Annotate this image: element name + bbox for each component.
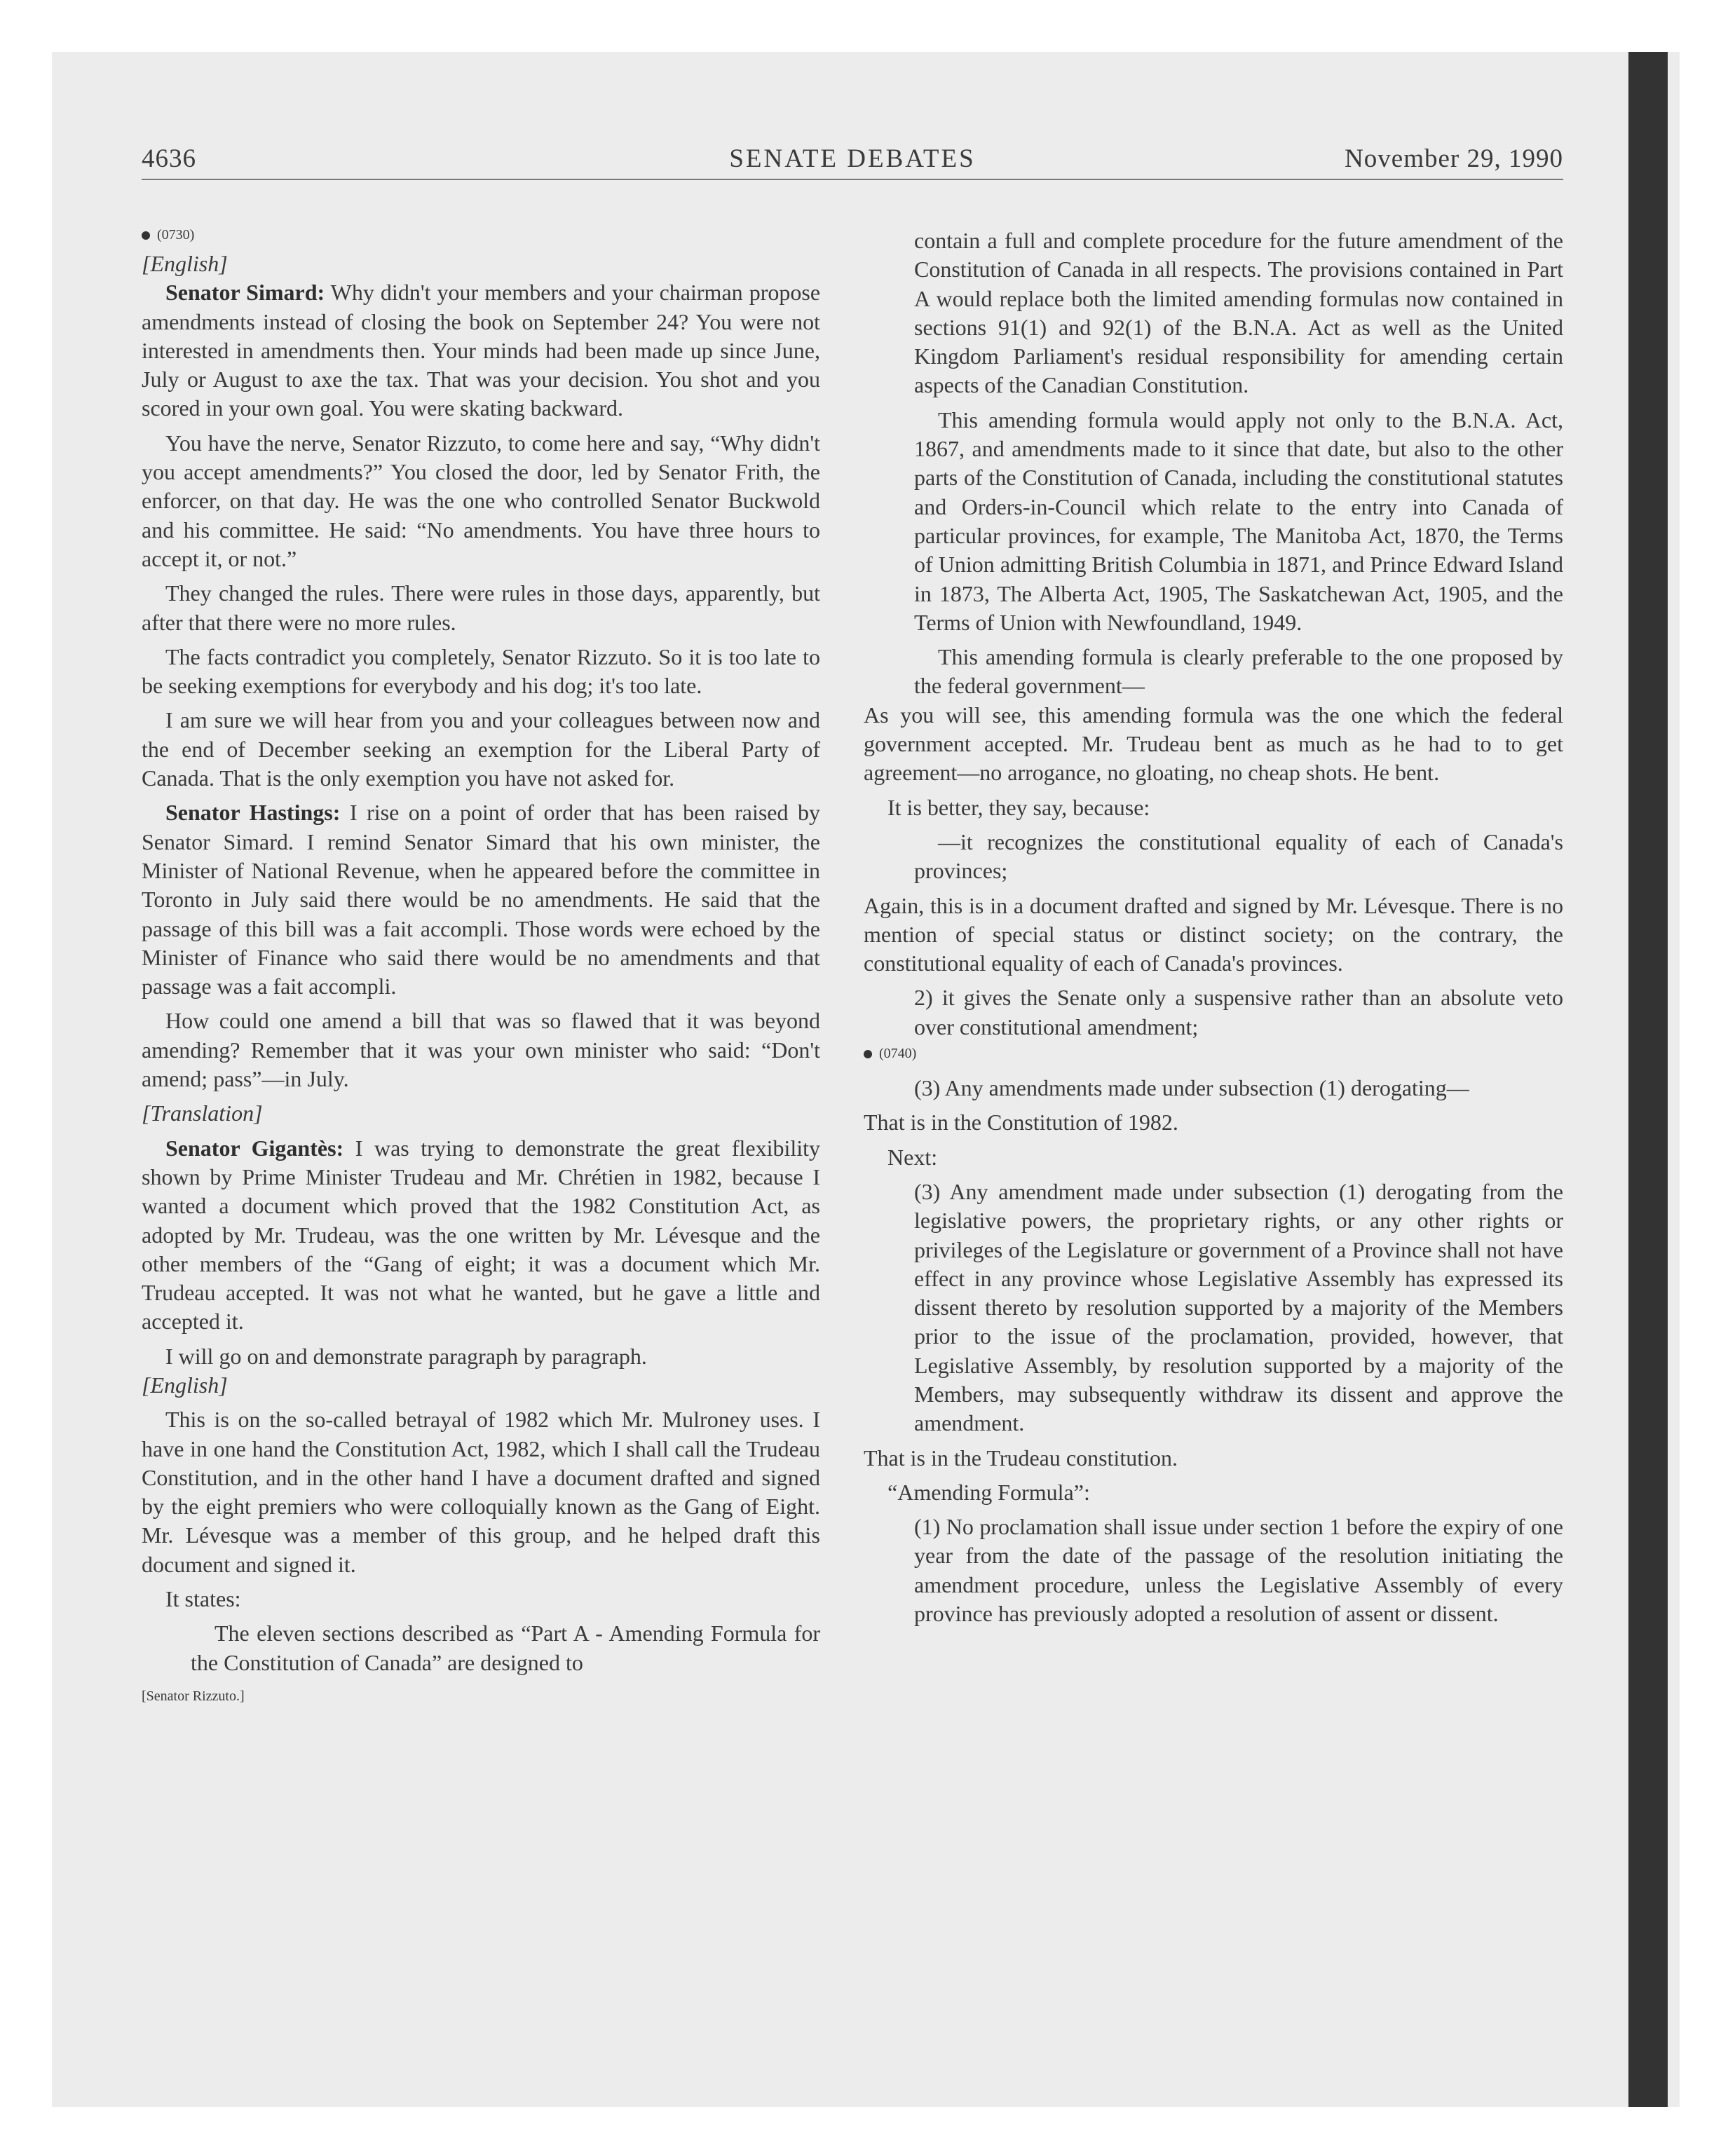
paragraph: Next: <box>887 1144 938 1170</box>
speaker-name: Senator Hastings: <box>165 800 341 826</box>
paragraph: That is in the Constitution of 1982. <box>864 1110 1178 1135</box>
left-column <box>142 223 820 1707</box>
language-marker: [Translation] <box>142 1100 263 1126</box>
bullet-icon <box>142 231 150 240</box>
paragraph: The facts contradict you completely, Senator Rizzuto. So it is too late to be seeking exemptions for everybody and his dog; it's too late. <box>142 643 820 699</box>
footnote: [Senator Rizzuto.] <box>142 1688 245 1704</box>
language-marker: [English] <box>142 1372 228 1398</box>
language-marker: [English] <box>142 251 228 276</box>
block-quote: contain a full and complete procedure for the future amendment of the Constitution of Canada in all respects. The provisions contained in Part A would replace both the limited amending formulas now contained in sections 91(1) and 92(1) of the B.N.A. Act as well as the United Kingdom Parliament's residual responsibility for amending certain aspects of the Canadian Constitution. <box>914 228 1563 398</box>
page-date: November 29, 1990 <box>1345 144 1563 173</box>
paragraph: You have the nerve, Senator Rizzuto, to come here and say, “Why didn't you accept amendments?” You closed the door, led by Senator Frith, the enforcer, on that day. He was the one who controlled Senator Buckwold and his committee. He said: “No amendments. You have three hours to accept it, or not.” <box>142 430 820 571</box>
paragraph: Again, this is in a document drafted and signed by Mr. Lévesque. There is no mention of special status or distinct society; on the contrary, the constitutional equality of each of Canada's provinces. <box>864 892 1563 976</box>
right-column <box>864 226 1563 1628</box>
paragraph: They changed the rules. There were rules in those days, apparently, but after that there were no more rules. <box>142 580 820 635</box>
scan-binding-edge <box>1628 52 1668 2107</box>
block-quote: The eleven sections described as “Part A - Amending Formula for the Constitution of Canada” are designed to <box>191 1621 820 1675</box>
block-quote: (3) Any amendment made under subsection (1) derogating from the legislative powers, the proprietary rights, or any other rights or privileges of the Legislature or government of a Province shall not have effect in any province whose Legislative Assembly has expressed its dissent thereto by resolution supported by a majority of the Members prior to the issue of the proclamation, provided, however, that Legislative Assembly, by resolution supported by a majority of the Members, may subsequently withdraw its dissent and approve the amendment. <box>914 1178 1563 1436</box>
bullet-icon <box>864 1050 872 1058</box>
paragraph: Senator Simard: Why didn't your members and your chairman propose amendments instead of closing the book on September 24? You were not interested in amendments then. Your minds had been made up since June, July or August to axe the tax. That was your decision. You shot and you scored in your own goal. You were skating backward. <box>142 280 821 421</box>
paragraph: “Amending Formula”: <box>887 1479 1090 1505</box>
block-quote: (1) No proclamation shall issue under section 1 before the expiry of one year from the date of the passage of the resolution initiating the amendment procedure, unless the Legislative Assembly of every province has previously adopted a resolution of assent or dissent. <box>914 1514 1563 1627</box>
block-quote: This amending formula would apply not only to the B.N.A. Act, 1867, and amendments made to it since that date, but also to the other parts of the Constitution of Canada, including the constitutional statutes and Orders-in-Council which relate to the entry into Canada of particular provinces, for example, The Manitoba Act, 1870, the Terms of Union admitting British Columbia in 1871, and Prince Edward Island in 1873, The Alberta Act, 1905, The Saskatchewan Act, 1905, and the Terms of Union with Newfoundland, 1949. <box>914 407 1563 635</box>
publication-title: SENATE DEBATES <box>729 144 976 173</box>
paragraph: It is better, they say, because: <box>887 794 1150 820</box>
paragraph: As you will see, this amending formula was the one which the federal government accepted. Mr. Trudeau bent as much as he had to to get agreement—no arrogance, no gloating, no cheap shots. He bent. <box>864 702 1563 786</box>
paragraph: I will go on and demonstrate paragraph by paragraph. <box>165 1343 647 1369</box>
paragraph: It states: <box>165 1586 241 1612</box>
paragraph: Senator Gigantès: I was trying to demonstrate the great flexibility shown by Prime Minister Trudeau and Mr. Chrétien in 1982, because I wanted a document which proved that the 1982 Constitution Act, as adopted by Mr. Trudeau, was the one written by Mr. Lévesque and the other members of the “Gang of eight; it was a document which Mr. Trudeau accepted. It was not what he wanted, but he gave a little and accepted it. <box>142 1135 821 1335</box>
page-number: 4636 <box>142 144 196 173</box>
speaker-name: Senator Simard: <box>165 280 325 306</box>
speaker-name: Senator Gigantès: <box>165 1135 344 1161</box>
page-header <box>142 144 1563 180</box>
paragraph: That is in the Trudeau constitution. <box>864 1445 1178 1471</box>
paragraph: I am sure we will hear from you and your colleagues between now and the end of December seeking an exemption for the Liberal Party of Canada. That is the only exemption you have not asked for. <box>142 707 820 791</box>
block-quote: 2) it gives the Senate only a suspensive rather than an absolute veto over constitutional amendment; <box>914 985 1563 1039</box>
block-quote: This amending formula is clearly preferable to the one proposed by the federal government— <box>914 644 1563 699</box>
block-quote: —it recognizes the constitutional equality of each of Canada's provinces; <box>914 828 1563 884</box>
paragraph: This is on the so-called betrayal of 1982 which Mr. Mulroney uses. I have in one hand the Constitution Act, 1982, which I shall call the Trudeau Constitution, and in the other hand I have a document drafted and signed by the eight premiers who were colloquially known as the Gang of Eight. Mr. Lévesque was a member of this group, and he helped draft this document and signed it. <box>142 1407 820 1577</box>
paragraph: How could one amend a bill that was so flawed that it was beyond amending? Remember that it was your own minister who said: “Don't amend; pass”—in July. <box>142 1008 820 1092</box>
time-marker: (0730) <box>142 223 820 247</box>
paragraph: Senator Hastings: I rise on a point of order that has been raised by Senator Simard. I remind Senator Simard that his own minister, the Minister of National Revenue, when he appeared before the committee in Toronto in July said there would be no amendments. He said that the passage of this bill was a fait accompli. Those words were echoed by the Minister of Finance who said there would be no amendments and that passage was a fait accompli. <box>142 800 821 999</box>
time-marker: (0740) <box>864 1042 1563 1065</box>
block-quote: (3) Any amendments made under subsection (1) derogating— <box>914 1075 1469 1101</box>
